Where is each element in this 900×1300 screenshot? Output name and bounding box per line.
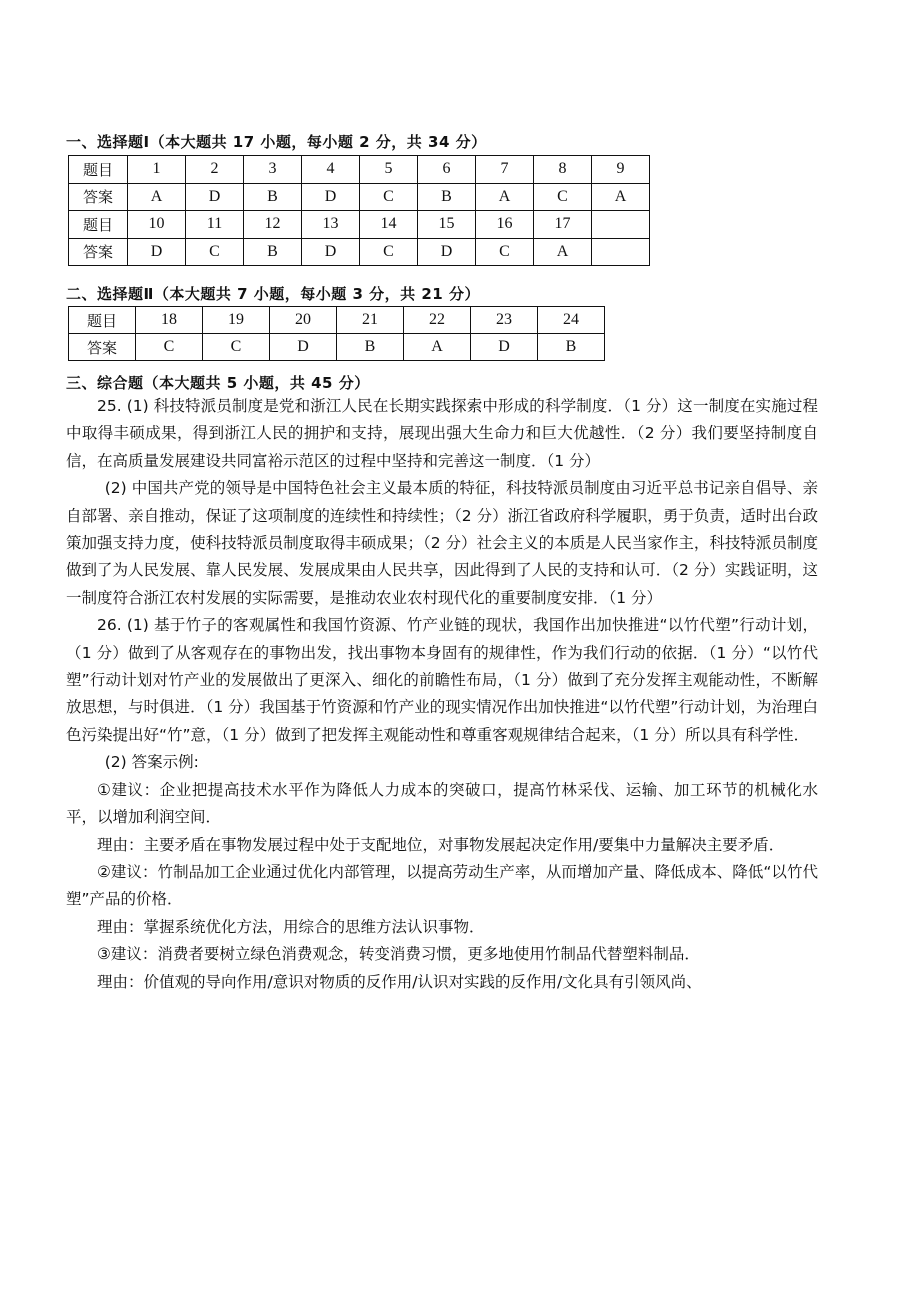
section3-title: 三、综合题（本大题共 5 小题，共 45 分） — [66, 374, 370, 392]
row-label-question: 题目 — [69, 156, 128, 184]
row-label-question: 题目 — [69, 211, 128, 239]
question-number: 14 — [360, 211, 418, 239]
answer-cell: C — [136, 334, 203, 361]
answer-cell: C — [534, 183, 592, 211]
table-row — [69, 183, 650, 211]
row-label-answer: 答案 — [69, 334, 136, 361]
row-label-answer: 答案 — [69, 238, 128, 266]
question-number: 6 — [418, 156, 476, 184]
question-number: 15 — [418, 211, 476, 239]
question-number: 21 — [337, 307, 404, 334]
question-number: 2 — [186, 156, 244, 184]
reason-1: 理由：主要矛盾在事物发展过程中处于支配地位，对事物发展起决定作用/要集中力量解决主要矛盾． — [97, 835, 785, 854]
row-label-answer: 答案 — [69, 183, 128, 211]
question-number: 12 — [244, 211, 302, 239]
suggestion-1: ①建议：企业把提高技术水平作为降低人力成本的突破口，提高竹林采伐、运输、加工环节的机械化水平，以增加利润空间． — [66, 780, 818, 827]
section2-title: 二、选择题Ⅱ（本大题共 7 小题，每小题 3 分，共 21 分） — [66, 285, 480, 303]
question-number: 13 — [302, 211, 360, 239]
question-number: 7 — [476, 156, 534, 184]
answer-cell: A — [476, 183, 534, 211]
answer-cell: A — [128, 183, 186, 211]
question-number: 20 — [270, 307, 337, 334]
answer-cell: B — [244, 183, 302, 211]
question-number: 22 — [404, 307, 471, 334]
section1-title: 一、选择题Ⅰ（本大题共 17 小题，每小题 2 分，共 34 分） — [66, 133, 487, 151]
table-row — [69, 334, 605, 361]
question-number: 23 — [471, 307, 538, 334]
section2-answer-table — [68, 306, 605, 361]
answer-cell: B — [538, 334, 605, 361]
answer-cell: D — [302, 238, 360, 266]
answer-paragraph-26-1: 26. (1) 基于竹子的客观属性和我国竹资源、竹产业链的现状，我国作出加快推进“以竹代塑”行动计划，（1 分）做到了从客观存在的事物出发，找出事物本身固有的规律性，作为我们行动的依据．（1 分）“以竹代塑”行动计划对竹产业的发展做出了更深入、细化的前瞻性布局，（1 分）做到了充分发挥主观能动性，不断解放思想，与时俱进．（1 分）我国基于竹资源和竹产业的现实情况作出加快推进“以竹代塑”行动计划，为治理白色污染提出好“竹”意，（1 分）做到了把发挥主观能动性和尊重客观规律结合起来，（1 分）所以具有科学性． — [66, 616, 818, 744]
answer-cell: B — [337, 334, 404, 361]
section3-answers — [66, 393, 818, 996]
empty-cell — [592, 211, 650, 239]
question-number: 17 — [534, 211, 592, 239]
question-number: 24 — [538, 307, 605, 334]
suggestion-2: ②建议：竹制品加工企业通过优化内部管理，以提高劳动生产率，从而增加产量、降低成本、降低“以竹代塑”产品的价格． — [66, 862, 818, 909]
answer-cell: B — [418, 183, 476, 211]
answer-cell: D — [128, 238, 186, 266]
question-number: 18 — [136, 307, 203, 334]
answer-cell: A — [592, 183, 650, 211]
question-number: 10 — [128, 211, 186, 239]
answer-cell: A — [404, 334, 471, 361]
answer-cell: C — [476, 238, 534, 266]
table-row — [69, 211, 650, 239]
question-number: 9 — [592, 156, 650, 184]
question-number: 5 — [360, 156, 418, 184]
question-number: 16 — [476, 211, 534, 239]
question-number: 8 — [534, 156, 592, 184]
answer-cell: D — [471, 334, 538, 361]
answer-cell: C — [360, 238, 418, 266]
answer-cell: D — [186, 183, 244, 211]
section1-answer-table — [68, 155, 650, 266]
question-number: 3 — [244, 156, 302, 184]
table-row — [69, 156, 650, 184]
row-label-question: 题目 — [69, 307, 136, 334]
question-number: 1 — [128, 156, 186, 184]
table-row — [69, 307, 605, 334]
answer-cell: C — [360, 183, 418, 211]
answer-cell: C — [203, 334, 270, 361]
answer-cell: D — [270, 334, 337, 361]
suggestion-3: ③建议：消费者要树立绿色消费观念，转变消费习惯，更多地使用竹制品代替塑料制品． — [97, 945, 700, 964]
question-number: 4 — [302, 156, 360, 184]
answer-cell: A — [534, 238, 592, 266]
reason-3: 理由：价值观的导向作用/意识对物质的反作用/认识对实践的反作用/文化具有引领风尚、 — [97, 972, 702, 991]
answer-paragraph-26-2-heading: (2) 答案示例: — [104, 753, 199, 772]
answer-paragraph-25-1: 25. (1) 科技特派员制度是党和浙江人民在长期实践探索中形成的科学制度．（1 分）这一制度在实施过程中取得丰硕成果，得到浙江人民的拥护和支持，展现出强大生命力和巨大优越性．（2 分）我们要坚持制度自信，在高质量发展建设共同富裕示范区的过程中坚持和完善这一制度．（1 分） — [66, 397, 818, 470]
answer-cell: B — [244, 238, 302, 266]
answer-cell: C — [186, 238, 244, 266]
answer-paragraph-25-2: (2) 中国共产党的领导是中国特色社会主义最本质的特征，科技特派员制度由习近平总书记亲自倡导、亲自部署、亲自推动，保证了这项制度的连续性和持续性；（2 分）浙江省政府科学履职，勇于负责，适时出台政策加强支持力度，使科技特派员制度取得丰硕成果；（2 分）社会主义的本质是人民当家作主，科技特派员制度做到了为人民发展、靠人民发展、发展成果由人民共享，因此得到了人民的支持和认可．（2 分）实践证明，这一制度符合浙江农村发展的实际需要，是推动农业农村现代化的重要制度安排．（1 分） — [66, 479, 818, 607]
answer-cell: D — [418, 238, 476, 266]
question-number: 19 — [203, 307, 270, 334]
question-number: 11 — [186, 211, 244, 239]
reason-2: 理由：掌握系统优化方法，用综合的思维方法认识事物． — [97, 917, 485, 936]
empty-cell — [592, 238, 650, 266]
answer-cell: D — [302, 183, 360, 211]
table-row — [69, 238, 650, 266]
